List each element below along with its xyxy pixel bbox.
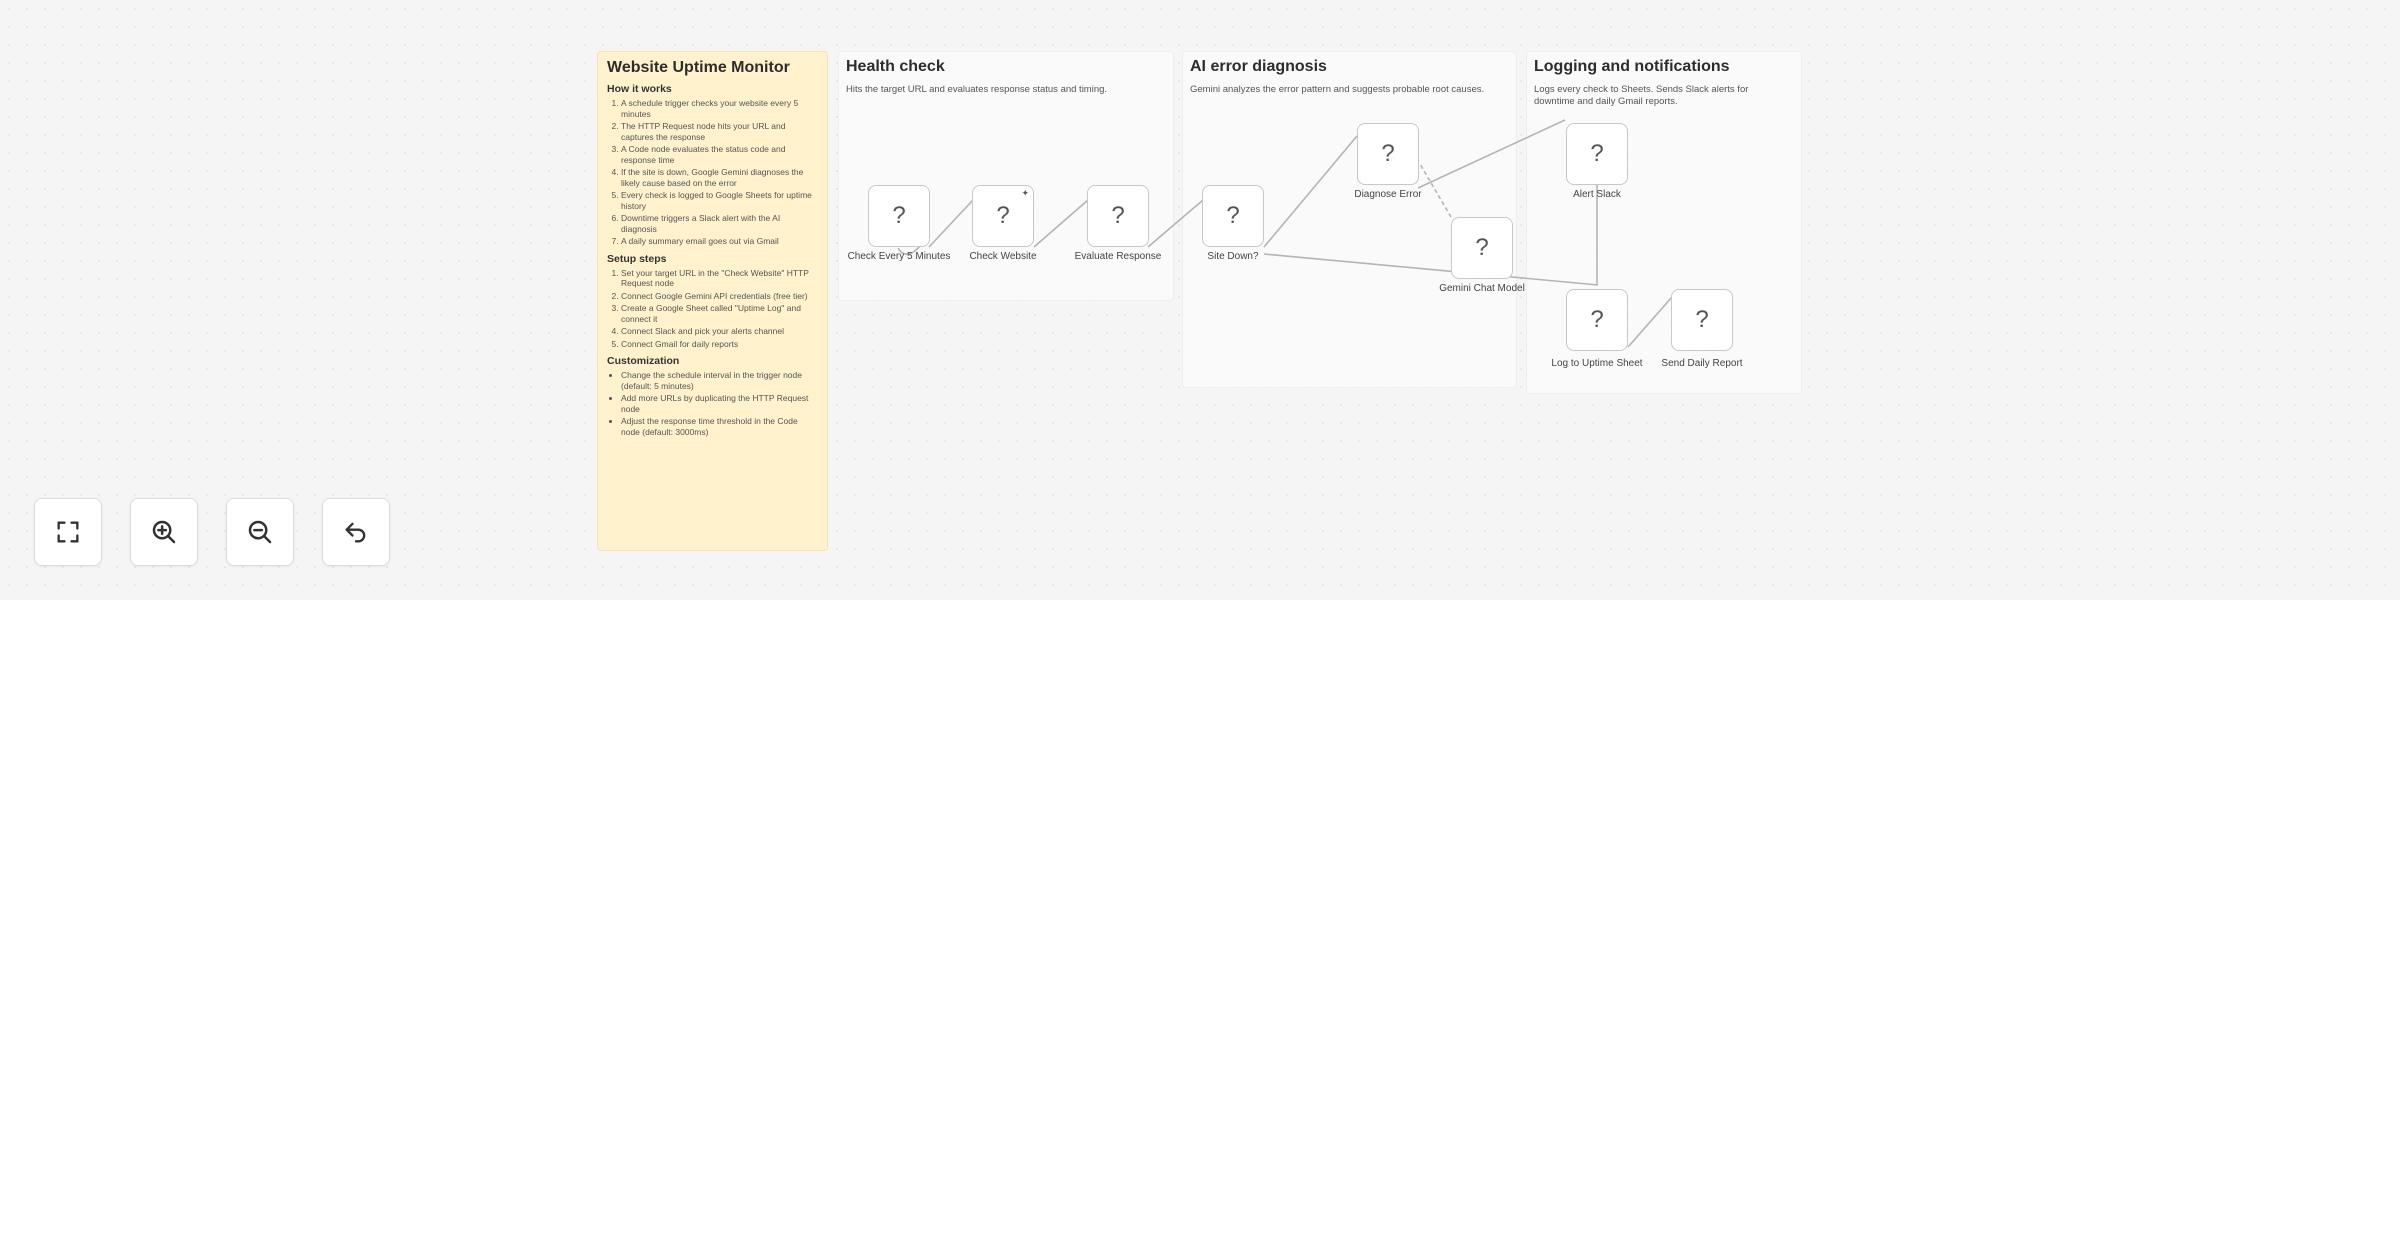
unknown-node-icon: ? — [1590, 306, 1604, 333]
list-item: 7. A daily summary email goes out via Gmail — [621, 236, 818, 247]
unknown-node-icon: ? — [1590, 140, 1604, 167]
zoom-in-icon — [149, 517, 179, 547]
list-item: 3. Create a Google Sheet called "Uptime Log" and connect it — [621, 303, 818, 324]
node-gemini-chat-model[interactable] — [1451, 217, 1513, 279]
undo-button[interactable] — [322, 498, 390, 566]
unknown-node-icon: ? — [1226, 202, 1240, 229]
customization-heading: Customization — [607, 355, 680, 367]
fit-view-button[interactable] — [34, 498, 102, 566]
workflow-canvas[interactable] — [0, 0, 2400, 600]
list-item: 2. The HTTP Request node hits your URL and captures the response — [621, 121, 818, 142]
sticky-note-intro[interactable] — [597, 51, 828, 551]
node-label: Evaluate Response — [1074, 251, 1162, 262]
sticky-note-health-check[interactable] — [838, 51, 1174, 301]
how-it-works-heading: How it works — [607, 83, 672, 95]
node-alert-slack[interactable] — [1566, 123, 1628, 185]
list-item: 2. Connect Google Gemini API credentials (free tier) — [621, 291, 818, 302]
node-check-website[interactable] — [972, 185, 1034, 247]
node-evaluate-response[interactable] — [1087, 185, 1149, 247]
list-item: 4. Connect Slack and pick your alerts channel — [621, 326, 818, 337]
list-item: • Change the schedule interval in the trigger node (default: 5 minutes) — [621, 370, 818, 391]
list-item: 1. Set your target URL in the "Check Website" HTTP Request node — [621, 268, 818, 289]
list-item: 5. Connect Gmail for daily reports — [621, 339, 818, 350]
unknown-node-icon: ? — [996, 202, 1010, 229]
node-label: Log to Uptime Sheet — [1551, 358, 1643, 369]
node-label: Send Daily Report — [1661, 358, 1743, 369]
list-item: 4. If the site is down, Google Gemini diagnoses the likely cause based on the error — [621, 167, 818, 188]
node-label: Check Website — [969, 251, 1037, 262]
list-item: • Adjust the response time threshold in the Code node (default: 3000ms) — [621, 416, 818, 437]
list-item: 3. A Code node evaluates the status code and response time — [621, 144, 818, 165]
node-site-down[interactable] — [1202, 185, 1264, 247]
unknown-node-icon: ? — [892, 202, 906, 229]
zoom-in-button[interactable] — [130, 498, 198, 566]
section-description: Logs every check to Sheets. Sends Slack alerts for downtime and daily Gmail reports. — [1534, 84, 1749, 107]
section-description: Hits the target URL and evaluates response status and timing. — [846, 84, 1108, 95]
setup-steps-list — [607, 268, 818, 350]
undo-icon — [342, 518, 370, 546]
node-label: Check Every 5 Minutes — [847, 251, 951, 262]
list-item: 1. A schedule trigger checks your website every 5 minutes — [621, 98, 818, 119]
node-log-to-uptime-sheet[interactable] — [1566, 289, 1628, 351]
unknown-node-icon: ? — [1111, 202, 1125, 229]
list-item: • Add more URLs by duplicating the HTTP Request node — [621, 393, 818, 414]
zoom-out-icon — [245, 517, 275, 547]
node-label: Diagnose Error — [1354, 189, 1422, 200]
list-item: 5. Every check is logged to Google Sheets for uptime history — [621, 190, 818, 211]
unknown-node-icon: ? — [1475, 234, 1489, 261]
section-title: Health check — [846, 58, 945, 75]
node-label: Site Down? — [1207, 251, 1259, 262]
section-title: AI error diagnosis — [1190, 58, 1327, 75]
fullscreen-icon — [54, 518, 82, 546]
section-title: Logging and notifications — [1534, 58, 1730, 75]
node-label: Alert Slack — [1573, 189, 1621, 200]
unknown-node-icon: ? — [1695, 306, 1709, 333]
intro-title: Website Uptime Monitor — [607, 59, 790, 76]
node-send-daily-report[interactable] — [1671, 289, 1733, 351]
list-item: 6. Downtime triggers a Slack alert with the AI diagnosis — [621, 213, 818, 234]
how-it-works-list — [607, 98, 818, 247]
section-description: Gemini analyzes the error pattern and suggests probable root causes. — [1190, 84, 1485, 95]
pin-icon: ✦ — [1021, 188, 1029, 198]
node-check-every-5-minutes[interactable] — [868, 185, 930, 247]
node-diagnose-error[interactable] — [1357, 123, 1419, 185]
zoom-out-button[interactable] — [226, 498, 294, 566]
customization-list — [607, 370, 818, 437]
node-label: Gemini Chat Model — [1439, 283, 1525, 294]
setup-steps-heading: Setup steps — [607, 252, 667, 265]
unknown-node-icon: ? — [1381, 140, 1395, 167]
